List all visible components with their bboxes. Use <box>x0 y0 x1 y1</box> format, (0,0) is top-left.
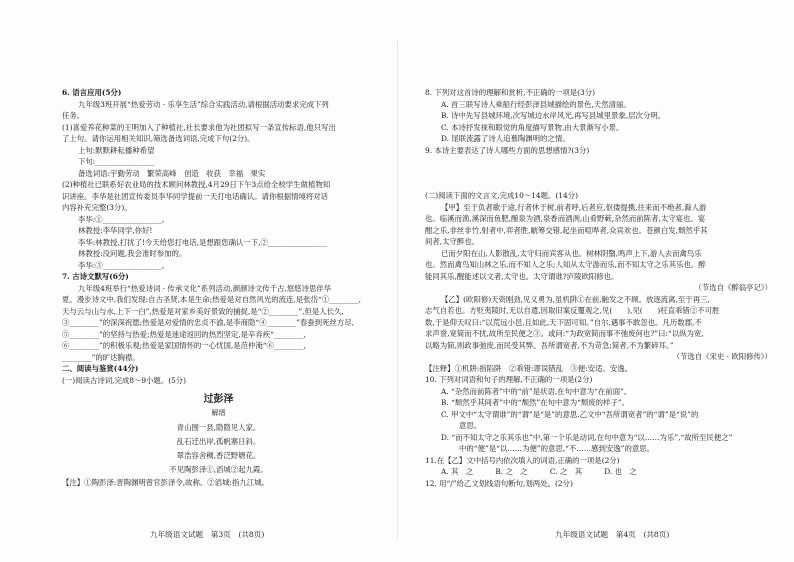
q10-heading: 10. 下列对词语和句子的理解,不正确的一项是(2分) <box>425 375 593 384</box>
passage-yi-line-4: 求声誉,宽简而不扰,故所至民便之③。或问:“为政宽简而事不弛废何也?”曰:“以纵为宽, <box>425 329 704 338</box>
q10-option-c: C. 甲文中“太守谓谁”的“谓”是“是”的意思,乙文中“吾所谓宽者”的“谓”是“说”的 <box>441 409 699 419</box>
dialogue-line-1: 李华:①________________。 <box>78 214 170 224</box>
q8-option-b: B. 诗中先写县城环境,次写城边水岸风光,再写县城里景象,层次分明。 <box>441 111 666 120</box>
passage-yi-line-3: 数,于是仰天叹曰:“以荒远小邑,且如此,天下固可知。”自尔,遇事不敢忽也。凡历数郡,不 <box>425 317 702 327</box>
q10-option-b: B. “颓然乎其间者”中的“颓然”在句中意为“颓废的样子”。 <box>441 398 630 407</box>
poem-title: 过彭泽 <box>203 394 234 405</box>
q7-line-2: 夏。漫步诗文中,我们发现:自古圣贤,本是生命;热爱是对自然风光的流连,是张岱“①________, <box>62 295 362 304</box>
q10-option-c-cont: 意思。 <box>459 421 482 430</box>
page-footer-right: 九年级语文试题 第4页 (共8页) <box>555 530 670 539</box>
dialogue-line-3: 李华:林教授,打扰了!今天给您打电话,是想跟您确认一下,②________________ <box>78 237 328 247</box>
q8-option-c: C. 本诗抒发视和眼觉的角度描写景物,由大景渐写小景。 <box>441 122 624 132</box>
q10-option-d: D. “而不知太守之乐其乐也”中,第一个乐是动词,在句中意为“以……为乐”,“故所至民便之” <box>441 432 733 442</box>
poem-line-2: 乱石迁出岸,孤帆寨日斜。 <box>176 437 261 446</box>
q6-heading: 6. 语言应用(5分) <box>62 88 122 97</box>
q8-option-a: A. 首三联写诗人乘船行经彭泽县城描绘的景色,天然清丽。 <box>441 99 631 109</box>
q7-line-6: ⑥________”的积极乐观;热爱是家国情怀的一心忧国,是范仲淹“⑥________, <box>62 341 306 350</box>
q6-lower-line: 下句:________________ <box>78 157 155 166</box>
poem-line-1: 青山围一县,隐隐见人家。 <box>176 423 261 432</box>
q10-option-a: A. “杂然而前陈者”中的“前”是状语,在句中意为“在前面”。 <box>441 386 632 396</box>
passage-notes: 【注释】①机阱:指陷阱 ②乖错:谬误错乱 ③便:安适、安逸。 <box>425 363 633 373</box>
q6-part2-cont: 识讲座。李华是社团宣传委员李华同学提前一天打电话确认。请你根据情境将对话 <box>62 191 329 201</box>
passage-jia-line-3: 酣之乐,非丝非竹,射者中,弈者胜,觥筹交错,起坐而喧哗者,众宾欢也。苍颜白发,颓然乎其 <box>425 225 708 235</box>
passage-jia-line-4: 间者,太守醉也。 <box>425 237 480 246</box>
q7-line-1: 九年级4班举行“热爱诗词 · 传承文化”系列活动,颜颜诗文传千古,悠悠诗思伴华 <box>78 283 332 293</box>
q6-part1-cont: 了上句。请你运用相关知识,筛选备选词语,完成下句(2分)。 <box>62 134 255 143</box>
passage-jia-line-2: 也。临溪而渔,溪深而鱼肥,酿泉为酒,泉香而酒洌,山肴野蔌,杂然而前陈者,太守宴也。宴 <box>425 214 706 223</box>
q8-option-d: D. 尾联流露了诗人追慕陶渊明的之情。 <box>441 134 570 143</box>
q6-part2: (2)种植社已联系好农业局的技术顾问林教授,4月29日下午3点给全校学生做植物知 <box>62 180 331 189</box>
section-2-heading: 二、阅读与鉴赏(44分) <box>62 364 139 373</box>
q8-heading: 8. 下列对这首诗的理解和赏析,不正确的一项是(3分) <box>425 88 596 97</box>
q10-option-d-cont: 中的“便”是“以……为便”的意思,“不……感到安逸”的意思。 <box>459 444 655 453</box>
dialogue-line-4: 林教授:没问题,我会准时参加的。 <box>78 249 187 258</box>
q7-heading: 7. 古诗文默写(6分) <box>62 272 129 281</box>
passage-jia-line-1: 【甲】至于负者歌于途,行者休于树,前者呼,后者应,伛偻提携,往来而不绝者,滁人游 <box>441 202 707 212</box>
passage-jia-source: （节选自《醉翁亭记》） <box>694 283 772 292</box>
q7-line-5: ⑤________”的坚持与热爱;热爱是迷途返回的热烈坚定,是辛弃疾“________, <box>62 329 306 339</box>
q7-line-7: ________”的旷达胸襟。 <box>62 352 140 362</box>
q6-intro-cont: 任务。 <box>62 111 85 120</box>
answer-space <box>425 156 772 190</box>
q6-part2-cont2: 内容补充完整(3分)。 <box>62 203 132 212</box>
passage-jia-line-6: 也。然而禽鸟知山林之乐,而不知人之乐;人知从太守游而乐,而不知太守之乐其乐也。醉 <box>425 260 706 269</box>
passage-yi-source: （节选自《宋史 · 欧阳修传》） <box>672 352 772 361</box>
q11-heading: 11.在【乙】文中括号内依次填入的词语,正确的一项是(2分) <box>425 455 620 465</box>
poem-author: 解缙 <box>211 409 226 417</box>
passage-yi-line-2: 志气自若也。方贬夷陵时,无以自遣,因取旧案反覆观之,见( ),见( )枉直乖错②不可胜 <box>425 306 720 315</box>
passage-yi-line-1: 【乙】(欧阳修)天资刚劲,见义勇为,虽机阱①在前,触发之不顾。放逐流离,至于再三, <box>441 294 710 304</box>
q6-intro: 九年级3班开展“热爱劳动 · 乐享生活”综合实践活动,请根据活动要求完成下列 <box>78 99 329 109</box>
q7-line-4: ③________”的深深祝愿;热爱是对爱情的忠贞不渝,是李商隐“④________”春蚕到死丝方尽, <box>62 318 354 327</box>
q11-options: A. 其 之 B. 之 之 C. 之 其 D. 也 之 <box>441 467 637 476</box>
section-2-sub: (一)阅读古诗词,完成8～9小题。(5分) <box>62 375 187 385</box>
classical-section-heading: (二)阅读下面的文言文,完成10～14题。(14分) <box>425 191 578 200</box>
poem-line-3: 翠浩容舍稠,香泛野塘花。 <box>176 451 261 460</box>
passage-jia-line-7: 能同其乐,醒能述以文者,太守也。太守谓谁?庐陵欧阳修也。 <box>425 271 619 281</box>
page-footer-left: 九年级语文试题 第3页 (共8页) <box>150 530 265 539</box>
q6-part1: (1)喜爱养花种菜的王明加入了种植社,社长要求他为社团拟写一条宣传标语,他只写出 <box>62 122 336 132</box>
q7-line-3: 天与云与山与水,上下一白”,热爱是对家乡美好景致的捕捉,是“②________”,但是人长久, <box>62 306 344 316</box>
passage-jia-line-5: 已而夕阳在山,人影散乱,太守归而宾客从也。树林阴翳,鸣声上下,游人去而禽鸟乐 <box>441 248 702 258</box>
poem-line-4: 不见陶彭泽①,滔城②起九霞。 <box>169 465 268 474</box>
q9-heading: 9. 本诗主要表达了诗人哪些方面的思想感情?(3分) <box>425 145 590 155</box>
dialogue-line-2: 林教授:李华同学,你好! <box>78 226 153 235</box>
q12-heading: 12. 用“/”给乙文划线语句断句,划两处。(2分) <box>425 478 573 488</box>
poem-note: 【注】①陶彭泽:晋陶渊明曾官彭泽令,故称。②滔城:指九江城。 <box>62 478 269 487</box>
right-page <box>397 0 794 562</box>
passage-yi-line-5: 以略为简,则政事弛废,而民受其弊。吾所谓宽者,不为苛急;简者,不为繁碎耳。” <box>425 340 674 350</box>
q6-upper-line: 上句:默默耕耘播种希望 <box>78 145 155 155</box>
dialogue-line-5: 李华:③________________。 <box>78 260 170 270</box>
q6-word-bank: 备选词语:宇勤劳动 繁荣高峰 创造 收获 幸福 果实 <box>78 168 266 178</box>
